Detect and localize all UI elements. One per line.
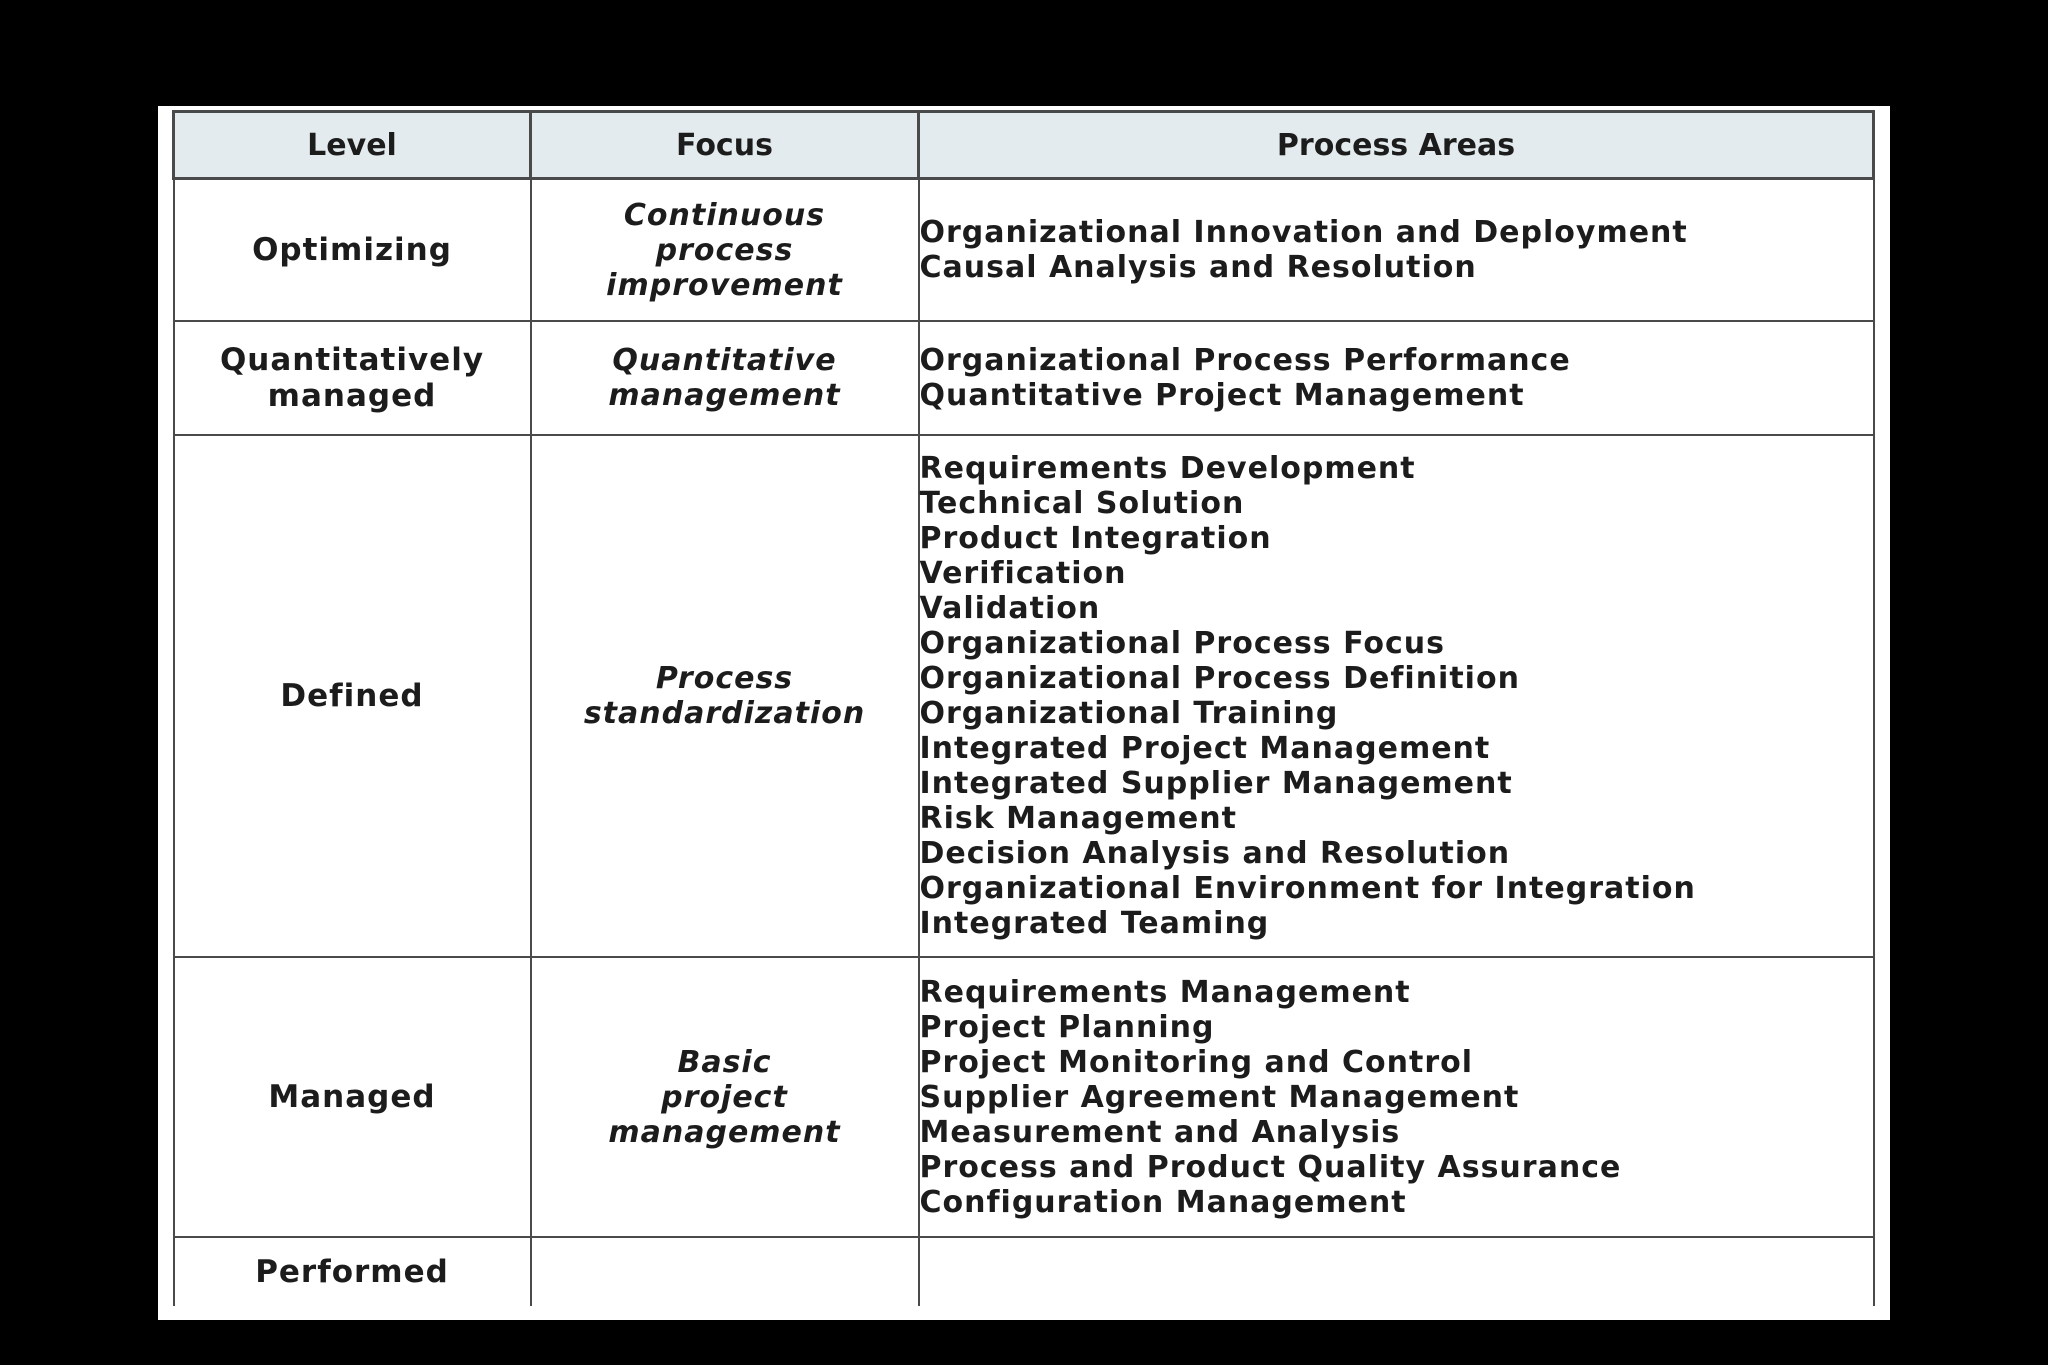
process-area-item: Process and Product Quality Assurance xyxy=(919,1149,1622,1185)
focus-cell xyxy=(531,321,919,435)
cell-text-line: project xyxy=(661,1079,788,1115)
process-area-item: Organizational Process Definition xyxy=(919,661,1520,696)
focus-cell xyxy=(531,1237,919,1306)
cell-text-line: Quantitatively xyxy=(219,342,485,378)
cell-text-line: Continuous xyxy=(623,197,826,233)
process-area-item: Requirements Management xyxy=(919,974,1411,1010)
process-area-item: Measurement and Analysis xyxy=(919,1114,1401,1150)
focus-cell xyxy=(531,435,919,957)
process-area-item: Verification xyxy=(919,556,1127,591)
process-areas-cell xyxy=(919,321,1874,435)
cell-text-line: process xyxy=(655,232,794,268)
process-area-item: Integrated Supplier Management xyxy=(919,766,1513,801)
process-area-item: Causal Analysis and Resolution xyxy=(919,250,1477,285)
process-area-item: Quantitative Project Management xyxy=(919,378,1525,413)
level-lines xyxy=(268,1079,435,1115)
process-area-item: Integrated Project Management xyxy=(919,731,1491,766)
table-row xyxy=(174,957,1874,1237)
cell-text-line: Optimizing xyxy=(252,232,452,268)
process-area-item: Organizational Process Focus xyxy=(919,626,1445,661)
header-level: Level xyxy=(174,112,531,179)
level-cell xyxy=(174,179,531,322)
cell-text-line: Managed xyxy=(268,1079,436,1115)
process-area-item: Organizational Innovation and Deployment xyxy=(919,215,1688,250)
process-areas-cell xyxy=(919,179,1874,322)
process-area-item: Risk Management xyxy=(919,801,1237,836)
table-page xyxy=(158,106,1890,1320)
process-area-item: Project Monitoring and Control xyxy=(919,1044,1474,1080)
level-cell xyxy=(174,1237,531,1306)
cell-text-line: Quantitative xyxy=(612,343,837,378)
header-focus: Focus xyxy=(531,112,919,179)
table-row xyxy=(174,1237,1874,1306)
cell-text-line: standardization xyxy=(583,696,866,731)
level-lines xyxy=(220,342,484,414)
process-area-item: Configuration Management xyxy=(919,1184,1407,1220)
focus-lines xyxy=(608,1045,840,1150)
level-cell xyxy=(174,321,531,435)
process-areas-cell xyxy=(919,1237,1874,1306)
cell-text-line: Performed xyxy=(255,1254,449,1290)
process-area-item: Supplier Agreement Management xyxy=(919,1079,1520,1115)
process-area-item: Decision Analysis and Resolution xyxy=(919,836,1511,871)
process-areas-cell xyxy=(919,435,1874,957)
cell-text-line: Defined xyxy=(280,678,424,714)
level-lines xyxy=(252,232,452,268)
level-lines xyxy=(255,1254,449,1290)
cell-text-line: managed xyxy=(267,378,437,414)
focus-lines xyxy=(608,343,840,413)
process-area-item: Organizational Process Performance xyxy=(919,343,1571,378)
process-areas-cell xyxy=(919,957,1874,1237)
maturity-levels-table xyxy=(172,110,1875,1306)
process-area-item: Project Planning xyxy=(919,1009,1215,1045)
process-area-item: Validation xyxy=(919,591,1101,626)
level-cell xyxy=(174,957,531,1237)
table-row xyxy=(174,179,1874,322)
process-area-item: Product Integration xyxy=(919,521,1272,556)
table-row xyxy=(174,435,1874,957)
cell-text-line: improvement xyxy=(606,267,843,303)
header-process-areas: Process Areas xyxy=(919,112,1874,179)
process-area-item: Technical Solution xyxy=(919,486,1245,521)
cell-text-line: Process xyxy=(655,661,794,696)
process-area-item: Integrated Teaming xyxy=(919,906,1270,941)
level-cell xyxy=(174,435,531,957)
process-area-item: Organizational Training xyxy=(919,696,1339,731)
focus-cell xyxy=(531,957,919,1237)
table-header-row xyxy=(174,112,1874,179)
focus-lines xyxy=(606,198,843,303)
process-area-item: Organizational Environment for Integration xyxy=(919,871,1696,906)
table-row xyxy=(174,321,1874,435)
level-lines xyxy=(280,678,423,714)
cell-text-line: management xyxy=(608,378,841,413)
process-area-item: Requirements Development xyxy=(919,451,1416,486)
cell-text-line: Basic xyxy=(677,1044,772,1080)
focus-lines xyxy=(584,661,865,731)
cell-text-line: management xyxy=(608,1114,841,1150)
focus-cell xyxy=(531,179,919,322)
